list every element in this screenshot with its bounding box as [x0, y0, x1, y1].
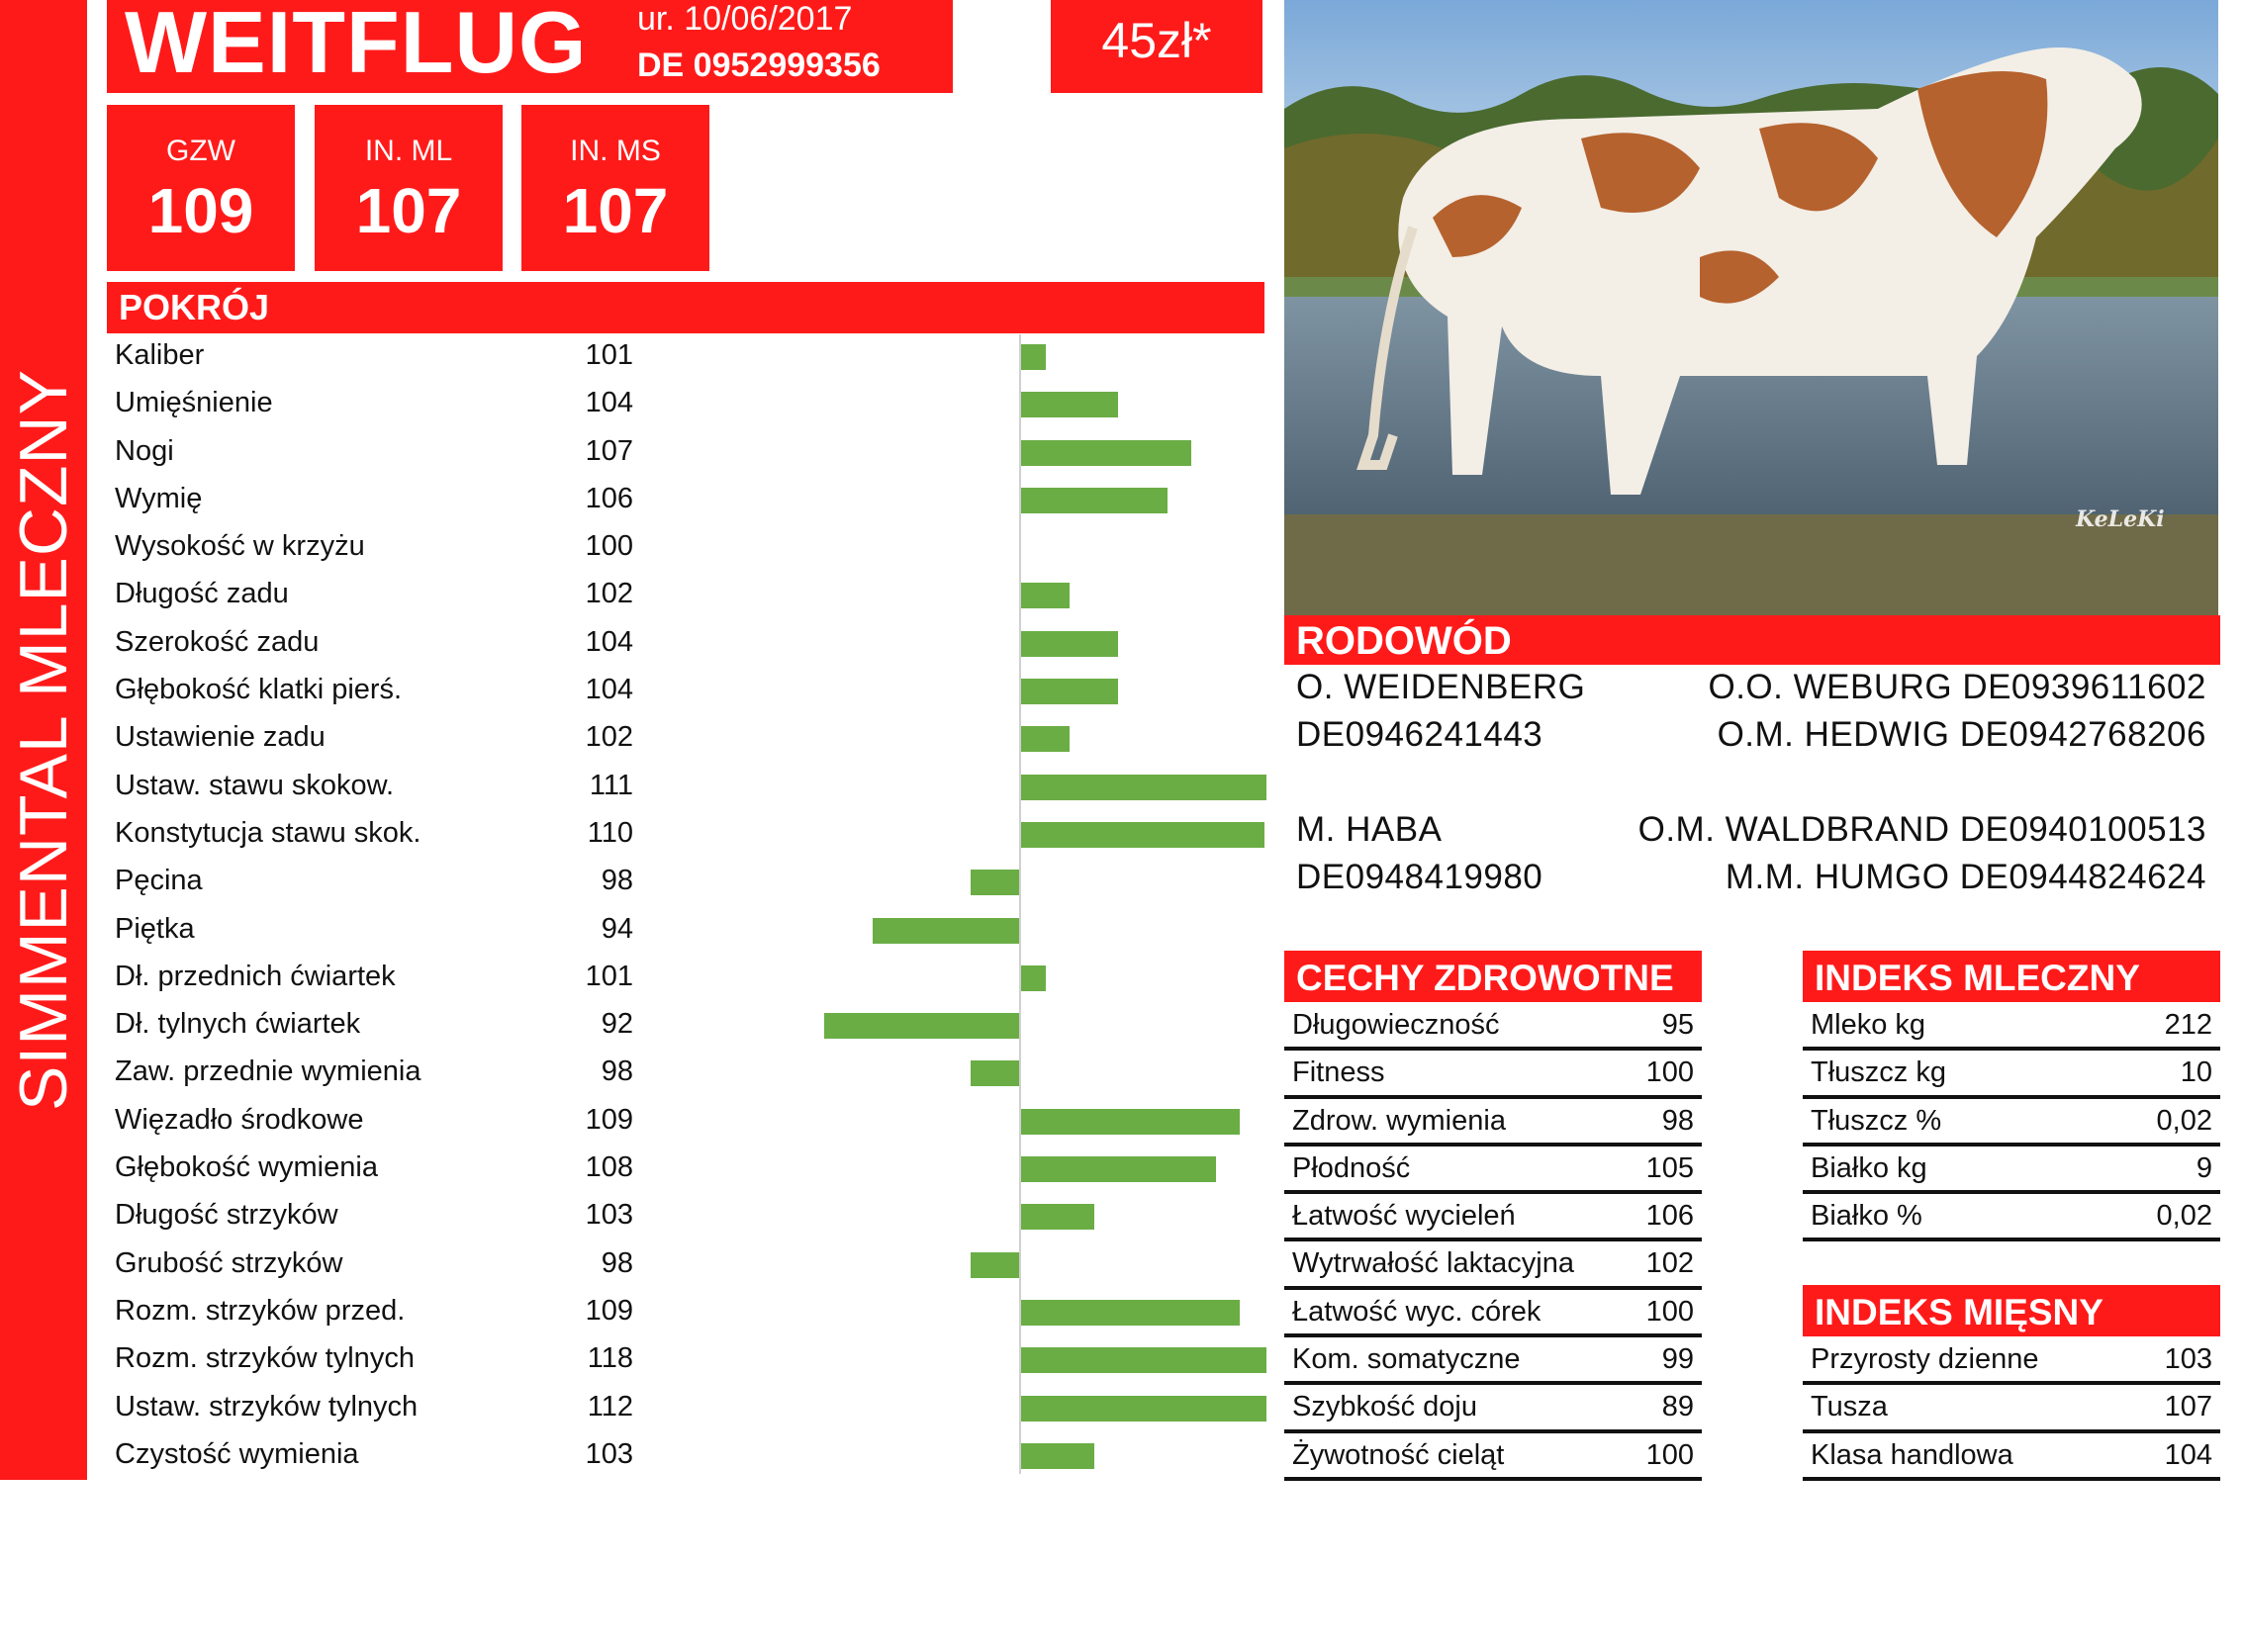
trait-row: [107, 1337, 1264, 1385]
meat-index-table: [1803, 1337, 2220, 1481]
trait-bar: [1021, 392, 1118, 417]
trait-value: 102: [585, 578, 633, 610]
trait-name: Zaw. przednie wymienia: [115, 1055, 421, 1088]
table-row: [1284, 1241, 1702, 1289]
row-label: Wytrwałość laktacyjna: [1292, 1247, 1574, 1280]
table-row: [1284, 1003, 1702, 1051]
trait-value: 109: [585, 1294, 633, 1327]
table-row: [1803, 1099, 2220, 1147]
trait-name: Wysokość w krzyżu: [115, 530, 365, 563]
row-value: 100: [1645, 1438, 1694, 1471]
trait-bar: [1021, 1109, 1240, 1135]
row-label: Fitness: [1292, 1056, 1385, 1089]
trait-bar: [1021, 775, 1266, 800]
row-value: 100: [1645, 1056, 1694, 1089]
trait-bar: [1021, 726, 1070, 752]
trait-bar: [1021, 440, 1191, 466]
trait-row: [107, 812, 1264, 860]
pedigree-mother-dam: M.M. HUMGO DE0944824624: [1725, 858, 2206, 896]
trait-value: 112: [587, 1390, 633, 1423]
pedigree-father-sire: O.O. WEBURG DE0939611602: [1708, 668, 2206, 706]
trait-name: Głębokość klatki pierś.: [115, 674, 403, 706]
trait-name: Rozm. strzyków tylnych: [115, 1342, 415, 1375]
trait-bar: [824, 1013, 1019, 1039]
trait-bar: [1021, 1204, 1094, 1230]
row-value: 95: [1661, 1009, 1694, 1041]
trait-row: [107, 956, 1264, 1003]
trait-name: Głębokość wymienia: [115, 1151, 378, 1184]
row-label: Żywotność cieląt: [1292, 1438, 1505, 1471]
row-value: 9: [2196, 1151, 2212, 1184]
row-label: Długowieczność: [1292, 1009, 1500, 1041]
trait-row: [107, 765, 1264, 812]
trait-row: [107, 573, 1264, 620]
row-value: 89: [1661, 1391, 1694, 1423]
table-row: [1803, 1385, 2220, 1432]
trait-value: 101: [585, 339, 633, 371]
trait-row: [107, 621, 1264, 669]
table-row: [1803, 1433, 2220, 1481]
trait-bar: [1021, 822, 1264, 848]
table-row: [1284, 1194, 1702, 1241]
trait-value: 104: [585, 625, 633, 658]
trait-bar: [1021, 1443, 1094, 1469]
table-row: [1803, 1147, 2220, 1194]
table-row: [1284, 1099, 1702, 1147]
row-value: 10: [2180, 1056, 2212, 1089]
photo-watermark: KeLeKi: [2076, 506, 2165, 532]
index-ml: [315, 105, 503, 271]
row-value: 107: [2164, 1391, 2212, 1423]
trait-row: [107, 1003, 1264, 1051]
trait-value: 108: [585, 1151, 633, 1184]
index-gzw: [107, 105, 295, 271]
row-value: 0,02: [2156, 1200, 2212, 1233]
table-row: [1284, 1385, 1702, 1432]
trait-value: 104: [585, 674, 633, 706]
trait-row: [107, 669, 1264, 716]
table-row: [1803, 1051, 2220, 1098]
pedigree-father-dam: O.M. HEDWIG DE0942768206: [1717, 715, 2206, 754]
trait-bar: [1021, 965, 1046, 991]
pedigree-father-id: DE0946241443: [1296, 715, 1543, 754]
trait-row: [107, 478, 1264, 525]
trait-value: 98: [601, 865, 633, 897]
trait-row: [107, 1051, 1264, 1098]
trait-value: 118: [587, 1342, 633, 1375]
pedigree-mother-sire: O.M. WALDBRAND DE0940100513: [1637, 810, 2206, 849]
header-bar: [107, 0, 953, 93]
table-row: [1284, 1337, 1702, 1385]
trait-bar: [971, 870, 1019, 895]
row-value: 212: [2164, 1009, 2212, 1041]
trait-name: Ustawienie zadu: [115, 721, 326, 754]
trait-name: Ustaw. stawu skokow.: [115, 769, 395, 801]
trait-value: 104: [585, 387, 633, 419]
side-banner: [0, 0, 87, 1480]
trait-row: [107, 334, 1264, 382]
trait-value: 100: [585, 530, 633, 563]
trait-name: Rozm. strzyków przed.: [115, 1294, 406, 1327]
trait-name: Więzadło środkowe: [115, 1103, 364, 1136]
trait-bar: [1021, 679, 1118, 704]
table-row: [1284, 1147, 1702, 1194]
trait-value: 106: [585, 482, 633, 514]
breed-label: SIMMENTAL MLECZNY: [6, 369, 81, 1111]
registration-number: DE 0952999356: [637, 46, 881, 84]
pedigree-heading: RODOWÓD: [1284, 615, 2220, 665]
index-value: 107: [355, 175, 462, 246]
pokroj-heading: POKRÓJ: [107, 282, 1264, 333]
trait-value: 92: [601, 1008, 633, 1041]
trait-name: Umięśnienie: [115, 387, 273, 419]
trait-row: [107, 430, 1264, 478]
trait-name: Konstytucja stawu skok.: [115, 816, 421, 849]
birth-date: ur. 10/06/2017: [637, 0, 853, 38]
table-row: [1803, 1003, 2220, 1051]
trait-bar: [873, 918, 1019, 944]
row-value: 0,02: [2156, 1104, 2212, 1137]
row-label: Klasa handlowa: [1811, 1438, 2013, 1471]
trait-name: Pęcina: [115, 865, 203, 897]
trait-bar: [1021, 1347, 1266, 1373]
meat-index-heading: INDEKS MIĘSNY: [1803, 1285, 2220, 1336]
table-row: [1803, 1194, 2220, 1241]
trait-bar: [1021, 344, 1046, 370]
trait-value: 103: [585, 1199, 633, 1232]
table-row: [1284, 1051, 1702, 1098]
index-label: GZW: [166, 135, 235, 167]
trait-row: [107, 1433, 1264, 1481]
trait-row: [107, 1099, 1264, 1147]
trait-row: [107, 1147, 1264, 1194]
pokroj-trait-list: [107, 334, 1264, 1481]
trait-value: 107: [585, 434, 633, 467]
price-badge: 45zł*: [1051, 0, 1262, 93]
trait-row: [107, 1242, 1264, 1290]
trait-row: [107, 1194, 1264, 1241]
trait-value: 109: [585, 1103, 633, 1136]
trait-row: [107, 382, 1264, 429]
trait-bar: [1021, 631, 1118, 657]
milk-index-heading: INDEKS MLECZNY: [1803, 951, 2220, 1002]
trait-row: [107, 525, 1264, 573]
row-label: Tłuszcz %: [1811, 1104, 1942, 1137]
pedigree-mother: M. HABA: [1296, 810, 1443, 849]
row-value: 106: [1645, 1200, 1694, 1233]
trait-name: Wymię: [115, 482, 203, 514]
trait-bar: [1021, 1300, 1240, 1326]
pedigree-father: O. WEIDENBERG: [1296, 668, 1586, 706]
trait-row: [107, 1386, 1264, 1433]
trait-bar: [1021, 583, 1070, 608]
index-label: IN. ML: [364, 135, 453, 167]
trait-name: Piętka: [115, 912, 195, 945]
pedigree-mother-id: DE0948419980: [1296, 858, 1543, 896]
row-label: Przyrosty dzienne: [1811, 1343, 2039, 1375]
health-heading: CECHY ZDROWOTNE: [1284, 951, 1702, 1002]
table-row: [1284, 1290, 1702, 1337]
row-value: 105: [1645, 1151, 1694, 1184]
trait-name: Grubość strzyków: [115, 1246, 343, 1279]
trait-value: 98: [601, 1055, 633, 1088]
trait-name: Dł. przednich ćwiartek: [115, 960, 396, 992]
row-value: 104: [2164, 1438, 2212, 1471]
trait-name: Długość zadu: [115, 578, 289, 610]
trait-name: Kaliber: [115, 339, 205, 371]
trait-bar: [1021, 1156, 1216, 1182]
trait-name: Szerokość zadu: [115, 625, 320, 658]
row-label: Płodność: [1292, 1151, 1411, 1184]
row-value: 100: [1645, 1295, 1694, 1328]
trait-value: 103: [585, 1437, 633, 1470]
index-ms: [521, 105, 709, 271]
row-label: Mleko kg: [1811, 1009, 1926, 1041]
health-table: [1284, 1003, 1702, 1481]
row-label: Białko kg: [1811, 1151, 1927, 1184]
trait-value: 110: [587, 816, 633, 849]
bull-name: WEITFLUG: [125, 0, 588, 91]
row-label: Łatwość wycieleń: [1292, 1200, 1516, 1233]
trait-name: Czystość wymienia: [115, 1437, 359, 1470]
row-value: 99: [1661, 1343, 1694, 1376]
row-label: Łatwość wyc. córek: [1292, 1295, 1542, 1328]
trait-bar: [971, 1060, 1019, 1086]
trait-bar: [1021, 1396, 1266, 1422]
row-value: 98: [1661, 1104, 1694, 1137]
row-value: 102: [1645, 1247, 1694, 1280]
row-value: 103: [2164, 1343, 2212, 1375]
index-label: IN. MS: [570, 135, 661, 167]
trait-name: Nogi: [115, 434, 174, 467]
trait-value: 102: [585, 721, 633, 754]
index-value: 107: [562, 175, 669, 246]
trait-value: 94: [601, 912, 633, 945]
index-value: 109: [147, 175, 254, 246]
trait-bar: [1021, 488, 1168, 513]
milk-index-table: [1803, 1003, 2220, 1241]
row-label: Kom. somatyczne: [1292, 1343, 1521, 1376]
trait-value: 98: [601, 1246, 633, 1279]
trait-bar: [971, 1252, 1019, 1278]
trait-row: [107, 860, 1264, 907]
row-label: Tłuszcz kg: [1811, 1056, 1946, 1089]
trait-row: [107, 908, 1264, 956]
trait-row: [107, 1290, 1264, 1337]
trait-name: Długość strzyków: [115, 1199, 338, 1232]
table-row: [1803, 1337, 2220, 1385]
row-label: Białko %: [1811, 1200, 1922, 1233]
row-label: Szybkość doju: [1292, 1391, 1477, 1423]
trait-value: 111: [589, 769, 633, 801]
trait-name: Dł. tylnych ćwiartek: [115, 1008, 361, 1041]
trait-row: [107, 716, 1264, 764]
row-label: Zdrow. wymienia: [1292, 1104, 1506, 1137]
table-row: [1284, 1433, 1702, 1481]
row-label: Tusza: [1811, 1391, 1888, 1423]
trait-value: 101: [585, 960, 633, 992]
trait-name: Ustaw. strzyków tylnych: [115, 1390, 419, 1423]
